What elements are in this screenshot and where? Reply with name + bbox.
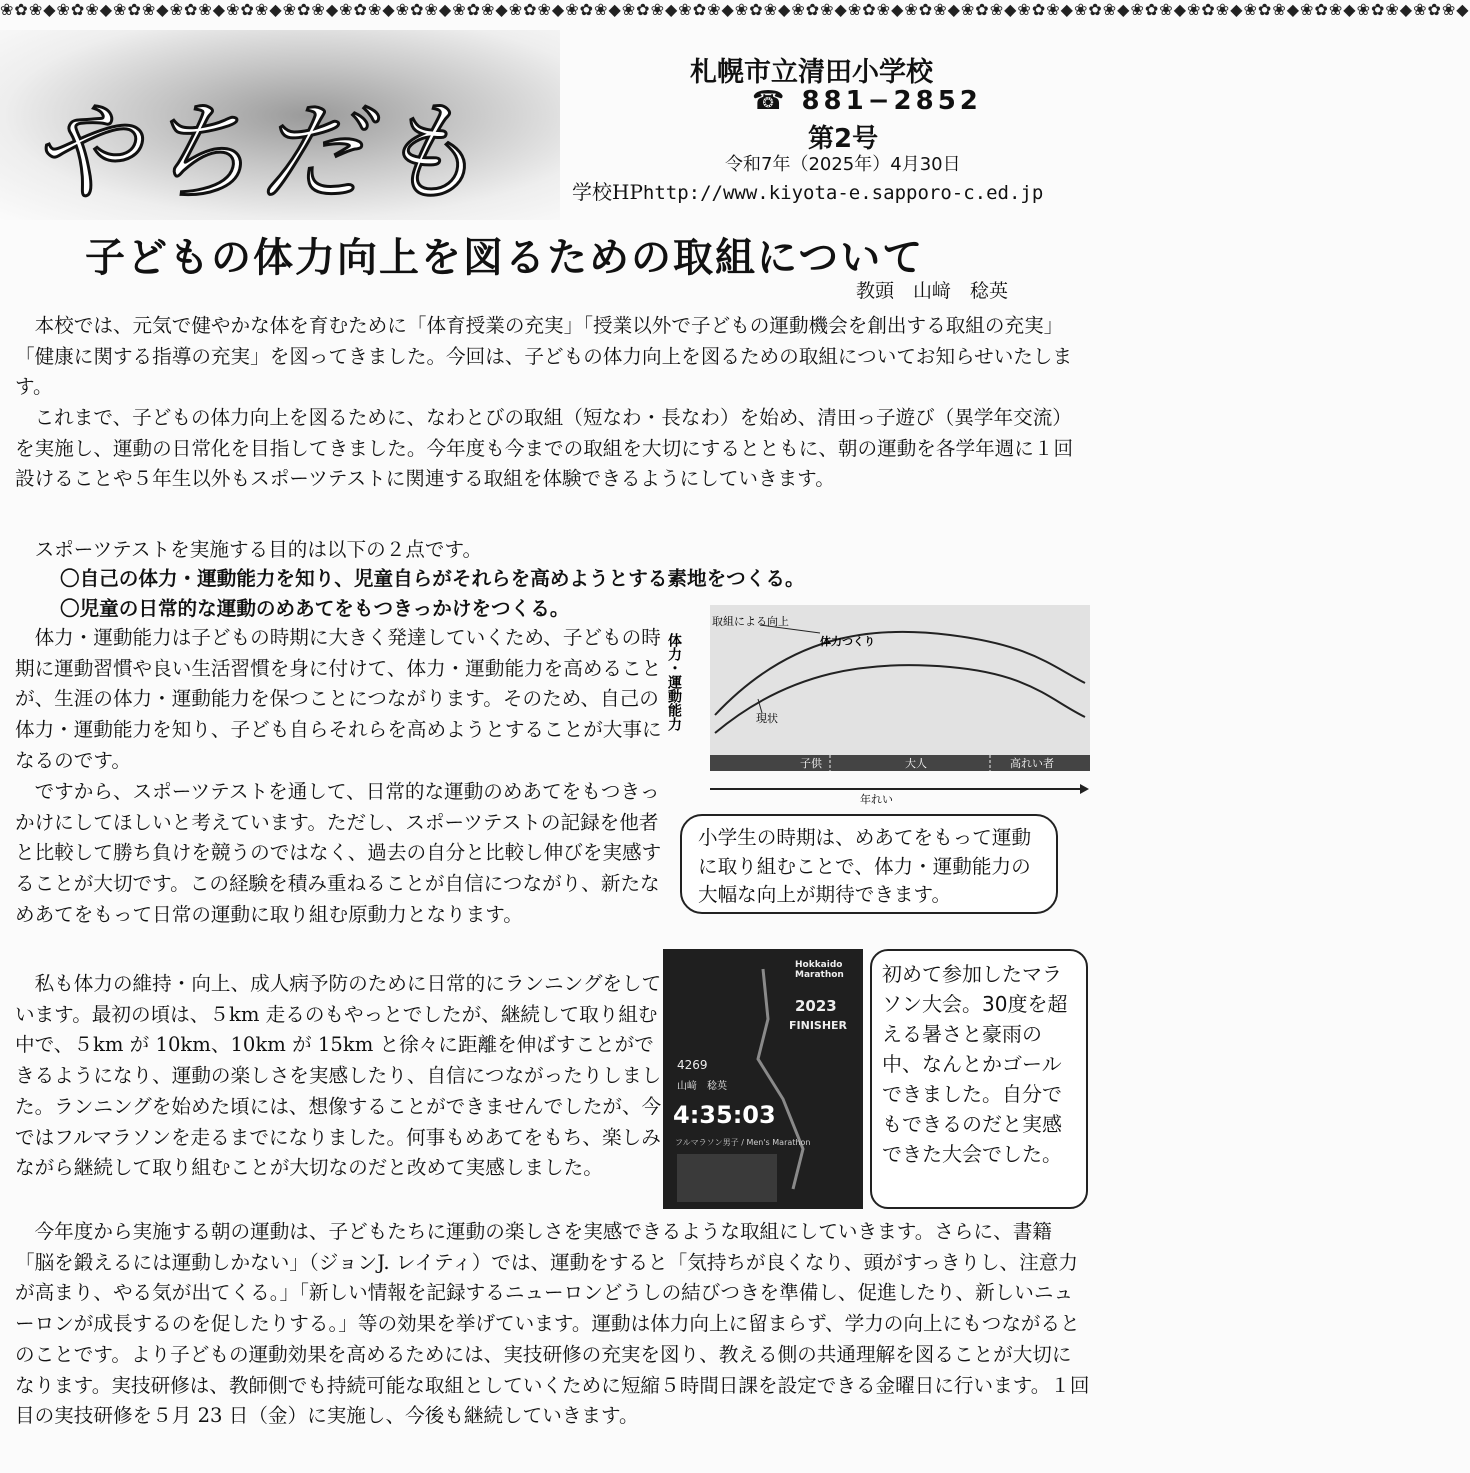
certificate-bib: 4269 (677, 1058, 708, 1072)
marathon-certificate-photo (663, 949, 863, 1209)
paragraph-running: 私も体力の維持・向上、成人病予防のために日常的にランニングをしています。最初の頃は、５km 走るのもやっとでしたが、継続して取り組む中で、５km が 10km、10km が 15km と徐々に距離を伸ばすことができるようになり、運動の楽しさを実感したり、自信につながったりしました。ランニングを始めた頃には、想像することができませんでしたが、今ではフルマラソンを走るまでになりました。何事もめあてをもち、楽しみながら継続して取り組むことが大切なのだと改めて実感しました。 (15, 972, 662, 1180)
chart-label-current: 現状 (756, 712, 778, 725)
newsletter-title: やちだも (30, 91, 487, 216)
issue-date: 令和7年（2025年）4月30日 (725, 154, 961, 175)
paragraph-intro: 本校では、元気で健やかな体を育むために「体育授業の充実」「授業以外で子どもの運動機会を創出する取組の充実」「健康に関する指導の充実」を図ってきました。今回は、子どもの体力向上を図るための取組についてお知らせいたします。 (15, 314, 1073, 399)
school-name: 札幌市立清田小学校 (690, 57, 933, 88)
chart-stage-elderly: 高れい者 (1010, 757, 1054, 770)
chart-stage-adult: 大人 (905, 757, 927, 770)
article-author: 教頭 山﨑 稔英 (856, 280, 1009, 302)
article-title: 子どもの体力向上を図るための取組について (85, 235, 925, 281)
purpose-item: 〇自己の体力・運動能力を知り、児童自らがそれらを高めようとする素地をつくる。 (60, 567, 805, 590)
phone-icon: ☎ (752, 86, 789, 116)
decorative-border: ❀✿❀◆❀✿❀◆❀✿❀◆❀✿❀◆❀✿❀◆❀✿❀◆❀✿❀◆❀✿❀◆❀✿❀◆❀✿❀◆❀✿❀◆❀✿❀◆❀✿❀◆❀✿❀◆❀✿❀◆❀✿❀◆❀✿❀◆❀✿❀◆❀✿❀◆❀✿❀◆❀✿❀◆❀✿❀◆❀✿❀◆❀✿❀◆❀✿❀◆❀✿❀◆ (0, 0, 1470, 19)
chart-xlabel: 年れい (860, 793, 893, 806)
homepage-label: 学校HP (572, 180, 643, 204)
homepage-link[interactable]: http://www.kiyota-e.sapporo-c.ed.jp (642, 182, 1044, 204)
paragraph-sports-test: ですから、スポーツテストを通して、日常的な運動のめあてをもつきっかけにしてほしいと考えています。ただし、スポーツテストの記録を他者と比較して勝ち負けを競うのではなく、過去の自分と比較し伸びを実感することが大切です。この経験を積み重ねることが自信につながり、新たなめあてをもって日常の運動に取り組む原動力となります。 (15, 780, 662, 926)
phone-number (752, 86, 982, 116)
phone-text: 881−2852 (801, 86, 982, 116)
paragraph-initiatives: これまで、子どもの体力向上を図るために、なわとびの取組（短なわ・長なわ）を始め、清田っ子遊び（異学年交流）を実施し、運動の日常化を目指してきました。今年度も今までの取組を大切にするとともに、朝の運動を各学年週に１回設けることや５年生以外もスポーツテストに関連する取組を体験できるようにしていきます。 (15, 406, 1074, 491)
certificate-name: 山﨑 稔英 (677, 1081, 727, 1092)
certificate-splits-table (677, 1154, 777, 1202)
fitness-age-chart (666, 605, 1090, 806)
certificate-brand: Hokkaido (795, 960, 843, 970)
certificate-time: 4:35:03 (673, 1101, 776, 1129)
purpose-item: 〇児童の日常的な運動のめあてをもつきっかけをつくる。 (60, 597, 570, 620)
chart-label-fitness: 体力つくり (820, 635, 875, 648)
certificate-year: 2023 (795, 997, 837, 1015)
chart-speech-bubble: 小学生の時期は、めあてをもって運動に取り組むことで、体力・運動能力の大幅な向上が期待できます。 (680, 814, 1058, 914)
chart-ylabel: 体力・運動能力 (666, 633, 682, 731)
school-homepage (572, 176, 1043, 205)
paragraph-morning-exercise: 今年度から実施する朝の運動は、子どもたちに運動の楽しさを実感できるような取組にしていきます。さらに、書籍「脳を鍛えるには運動しかない」（ジョンJ. レイティ）では、運動をすると「気持ちが良くなり、頭がすっきりし、注意力が高まり、やる気が出てくる。」「新しい情報を記録するニューロンどうしの結びつきを準備し、促進したり、新しいニューロンが成長するのを促したりする。」等の効果を挙げています。運動は体力向上に留まらず、学力の向上にもつながるとのことです。より子どもの運動効果を高めるためには、実技研修の充実を図り、教える側の共通理解を図ることが大切になります。実技研修は、教師側でも持続可能な取組としていくために短縮５時間日課を設定できる金曜日に行います。１回目の実技研修を５月 23 日（金）に実施し、今後も継続していきます。 (15, 1220, 1090, 1428)
chart-label-improvement: 取組による向上 (712, 615, 789, 628)
certificate-race: フルマラソン男子 / Men's Marathon (675, 1138, 811, 1147)
masthead-banner (0, 30, 560, 220)
arrow-right-icon (1080, 784, 1089, 794)
paragraph-development: 体力・運動能力は子どもの時期に大きく発達していくため、子どもの時期に運動習慣や良い生活習慣を身に付けて、体力・運動能力を高めることが、生涯の体力・運動能力を保つことにつながります。そのため、自己の体力・運動能力を知り、子ども自らそれらを高めようとすることが大事になるのです。 (15, 626, 662, 772)
certificate-brand: Marathon (795, 970, 844, 980)
certificate-finisher: FINISHER (789, 1019, 848, 1032)
issue-number: 第2号 (808, 124, 879, 154)
paragraph-purpose-intro: スポーツテストを実施する目的は以下の２点です。 (34, 538, 483, 561)
chart-stage-child: 子供 (800, 757, 822, 770)
photo-caption: 初めて参加したマラソン大会。30度を超える暑さと豪雨の中、なんとかゴールできました。自分でもできるのだと実感できた大会でした。 (870, 949, 1088, 1209)
